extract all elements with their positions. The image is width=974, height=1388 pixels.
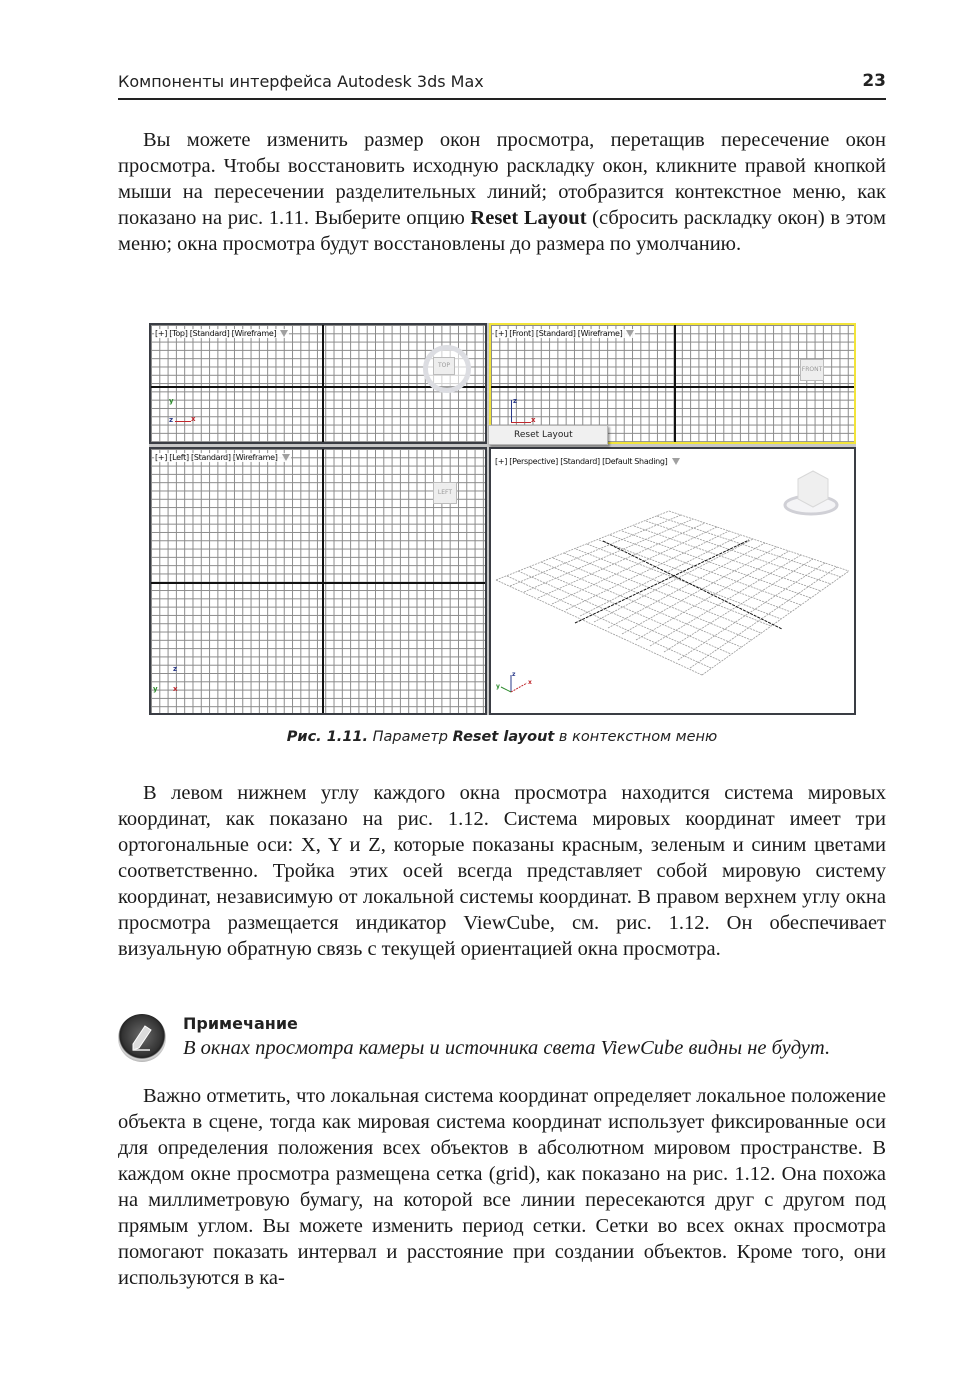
axis-z-label: z	[173, 665, 178, 673]
bold-term: Reset Layout	[470, 207, 587, 229]
viewport-label[interactable]: [+] [Perspective] [Standard] [Default Shading]	[494, 457, 681, 466]
figure-viewports	[149, 323, 856, 715]
viewport-perspective[interactable]	[489, 447, 856, 715]
figure-caption: Рис. 1.11. Параметр Reset layout в контекстном меню	[286, 729, 718, 745]
paragraph-text: В левом нижнем углу каждого окна просмотра находится система мировых координат, как показано на рис. 1.12. Система мировых координат имеет три ортогональные оси: X, Y и Z, которые показаны красным, зеленым и синим цветами соответственно. Тройка этих осей всегда представляет собой мировую систему координат, независимую от локальной системы координат. В правом верхнем углу окна просмотра размещается индикатор ViewCube, см. рис. 1.12. Он обеспечивает визуальную обратную связь с текущей ориентацией окна просмотра.	[118, 782, 886, 960]
axis-z-label: z	[513, 397, 518, 405]
paragraph-3	[118, 1083, 886, 1291]
svg-text:x: x	[528, 679, 532, 686]
caption-number: Рис. 1.11.	[286, 729, 369, 745]
page-header	[118, 68, 886, 100]
note-box	[118, 1012, 886, 1072]
filter-icon	[280, 330, 288, 337]
viewcube-icon[interactable]: LEFT	[433, 482, 457, 504]
perspective-grid	[491, 449, 856, 715]
axis-x-label: x	[191, 415, 196, 423]
viewport-top[interactable]	[149, 323, 487, 444]
axis-x-line	[511, 422, 531, 423]
axis-y-label: y	[169, 397, 174, 405]
axis-z-label: z	[169, 416, 174, 424]
viewcube-icon[interactable]: TOP	[433, 357, 455, 375]
axis-x-line	[175, 421, 191, 422]
filter-icon	[626, 330, 634, 337]
axis-z-line	[511, 400, 512, 422]
page-number: 23	[862, 71, 886, 91]
axis-y-label: y	[153, 685, 158, 693]
note-title: Примечание	[183, 1014, 298, 1033]
viewport-label[interactable]: [+] [Left] [Standard] [Wireframe]	[154, 453, 291, 462]
axis-x-label: x	[173, 685, 178, 693]
svg-text:y: y	[496, 683, 500, 690]
paragraph-text: Вы можете изменить размер окон просмотра, перетащив пересечение окон просмотра. Чтобы восстановить исходную раскладку окон, кликните правой кнопкой мыши на пересечении разделительных линий; отобразится контекстное меню, как показано на рис. 1.11. Выберите опцию	[118, 129, 886, 229]
pencil-note-icon	[118, 1014, 166, 1062]
axis-x-label: x	[531, 416, 536, 424]
paragraph-text: Важно отметить, что локальная система координат определяет локальное положение объекта в сцене, тогда как мировая система координат использует фиксированные оси для определения положения всех объектов в абсолютном мировом пространстве. В каждом окне просмотра размещена сетка (grid), как показано на рис. 1.12. Она похожа на миллиметровую бумагу, на которой все линии пересекаются друг с другом под прямым углом. Вы можете изменить период сетки. Сетки во всех окнах просмотра помогают показать интервал и расстояние при создании объектов. Кроме того, они используются в ка-	[118, 1085, 886, 1289]
context-menu-reset-layout[interactable]: Reset Layout	[488, 425, 608, 445]
paragraph-1	[118, 127, 886, 257]
viewport-left[interactable]	[149, 447, 487, 715]
note-text: В окнах просмотра камеры и источника света ViewCube видны не будут.	[183, 1037, 831, 1059]
viewcube-icon[interactable]: FRONT	[800, 359, 824, 381]
paragraph-2	[118, 780, 886, 962]
svg-text:z: z	[512, 671, 516, 678]
filter-icon	[282, 454, 290, 461]
paragraph-text: (сбросить раскладку окон) в этом меню; окна просмотра будут восстановлены до размера по умолчанию.	[118, 207, 886, 255]
viewport-label[interactable]: [+] [Front] [Standard] [Wireframe]	[494, 329, 635, 338]
viewport-label[interactable]: [+] [Top] [Standard] [Wireframe]	[154, 329, 289, 338]
running-title: Компоненты интерфейса Autodesk 3ds Max	[118, 72, 484, 91]
